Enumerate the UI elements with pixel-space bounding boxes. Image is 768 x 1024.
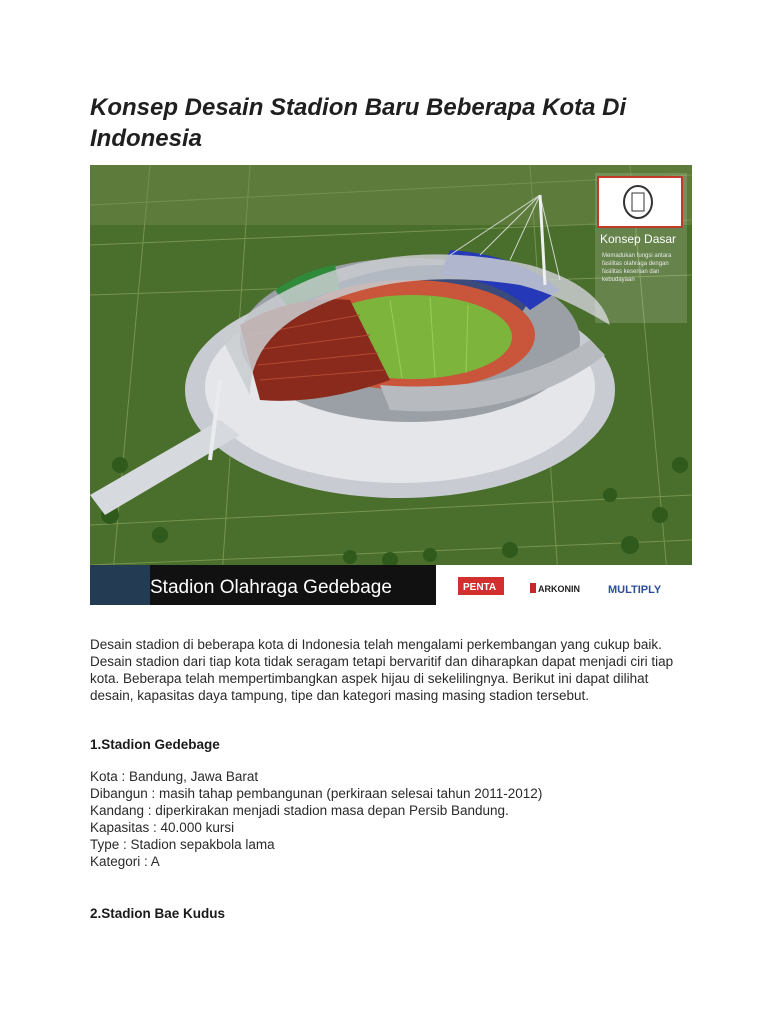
inset-text-line: fasilitas olahraga dengan [602,261,669,267]
detail-kandang: Kandang : diperkirakan menjadi stadion masa depan Persib Bandung. [90,803,509,818]
multiply-logo-text: MULTIPLY [608,584,662,596]
section-heading-bae-kudus: 2.Stadion Bae Kudus [90,906,226,921]
article-title: Konsep Desain Stadion Baru Beberapa Kota Di Indonesia [90,94,627,152]
detail-dibangun: Dibangun : masih tahap pembangunan (perkiraan selesai tahun 2011-2012) [90,786,543,801]
detail-kota: Kota : Bandung, Jawa Barat [90,769,259,784]
image-caption: Stadion Olahraga Gedebage [150,577,392,598]
detail-type: Type : Stadion sepakbola lama [90,837,275,852]
inset-text-line: fasilitas kesenian dan [602,269,660,275]
intro-paragraph: Desain stadion di beberapa kota di Indonesia telah mengalami perkembangan yang cukup baik. Desain stadion dari tiap kota tidak seragam tetapi bervaritif dan diharapkan dapat menjadi ciri tiap kota. Beberapa telah mempertimbangkan aspek hijau di sekelilingnya. Berikut ini dapat dilihat desain, kapasitas daya tampung, tipe dan kategori masing masing stadion tersebut. [90,637,674,703]
gedebage-details-list [90,768,690,870]
stadium-image [90,165,692,605]
arkonin-logo [530,583,536,593]
detail-kapasitas: Kapasitas : 40.000 kursi [90,820,235,835]
inset-text-line: Memadukan fungsi antara [602,253,672,259]
inset-title: Konsep Dasar [600,232,677,246]
penta-logo-text: PENTA [463,582,497,593]
detail-kategori: Kategori : A [90,854,160,869]
section-heading-gedebage: 1.Stadion Gedebage [90,737,220,752]
inset-text-line: kebudayaan [602,277,635,283]
arkonin-logo-text: ARKONIN [538,584,580,594]
